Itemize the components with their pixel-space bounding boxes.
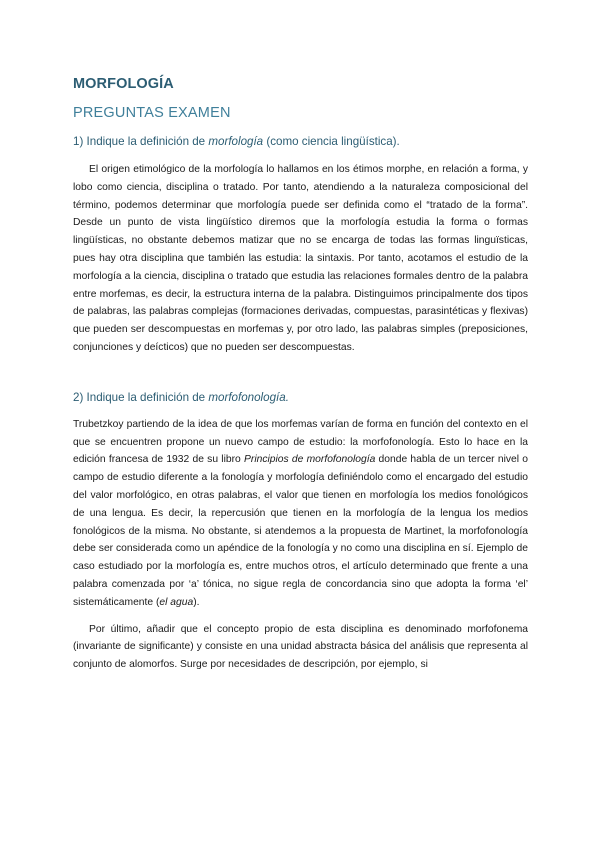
document-subtitle: PREGUNTAS EXAMEN — [73, 105, 231, 121]
document-title: MORFOLOGÍA — [73, 76, 174, 92]
question-2-prefix: 2) Indique la definición de — [73, 390, 209, 404]
answer-1-paragraph — [73, 161, 528, 357]
question-1-prefix: 1) Indique la definición de — [73, 135, 209, 148]
answer-2-part1: Trubetzkoy partiendo de la idea de que los morfemas varían de forma en función del contexto en el que se encuentren propone un nuevo campo de estudio: la morfofonología. Esto lo hace en la edición francesa de 1932 de su libro — [73, 418, 528, 466]
answer-3-paragraph — [73, 621, 528, 674]
question-1-term: morfología — [208, 135, 264, 148]
answer-2-part3: ). — [193, 596, 200, 608]
question-1-heading — [73, 135, 528, 148]
answer-1-text: El origen etimológico de la morfología lo hallamos en los étimos morphe, en relación a forma, y lobo como ciencia, disciplina o tratado. Por tanto, atendiendo a la naturaleza composicional del término, podemos determinar que morfología puede ser definida como el “tratado de la forma”. Desde un punto de vista lingüístico diremos que la morfología estudia la forma o formas lingüísticas, no obstante debemos matizar que no se encarga de todas las formas linguïsticas, pues hay otra disciplina que también las estudia: la sintaxis. Por tanto, acotamos el estudio de la morfología a la ciencia, disciplina o tratado que estudia las relaciones formales dentro de la palabra entre morfemas, es decir, la estructura interna de la palabra. Distinguimos principalmente dos tipos de palabras, las palabras complejas (formaciones derivadas, compuestas, parasintéticas y flexivas) que pueden ser descompuestas en morfemas y, por otro lado, las palabras simples (preposiciones, conjunciones y deícticos) que no pueden ser descompuestas. — [73, 164, 528, 353]
answer-2-paragraph — [73, 416, 528, 612]
answer-2-book-title: Principios de morfofonología — [244, 454, 376, 466]
question-1-suffix: (como ciencia lingüística). — [263, 135, 400, 148]
answer-3-text: Por último, añadir que el concepto propio de esta disciplina es denominado morfofonema (invariante de significante) y consiste en una unidad abstracta básica del análisis que representa al conjunto de alomorfos. Surge por necesidades de descripción, por ejemplo, si — [73, 623, 528, 671]
answer-2-part2: donde habla de un tercer nivel o campo de estudio diferente a la fonología y morfología definiéndolo como el encargado del estudio del valor morfológico, en otras palabras, el valor que tienen en morfología los medios fonológicos de una lengua. Es decir, la repercusión que tienen en la morfología de la lengua los medios fonológicos de la misma. No obstante, si atendemos a la propuesta de Martinet, la morfofonología debe ser considerada como un apéndice de la fonología y no como una disciplina en sí. Ejemplo de caso estudiado por la morfología es, entre muchos otros, el artículo determinado que frente a una palabra comenzada por ‘a’ tónica, no sigue regla de concordancia sino que adopta la forma ‘el’ sistemáticamente ( — [73, 454, 528, 608]
question-2-heading — [73, 391, 528, 404]
answer-2-example: el agua — [159, 596, 194, 608]
question-2-term: morfofonología. — [208, 390, 289, 404]
